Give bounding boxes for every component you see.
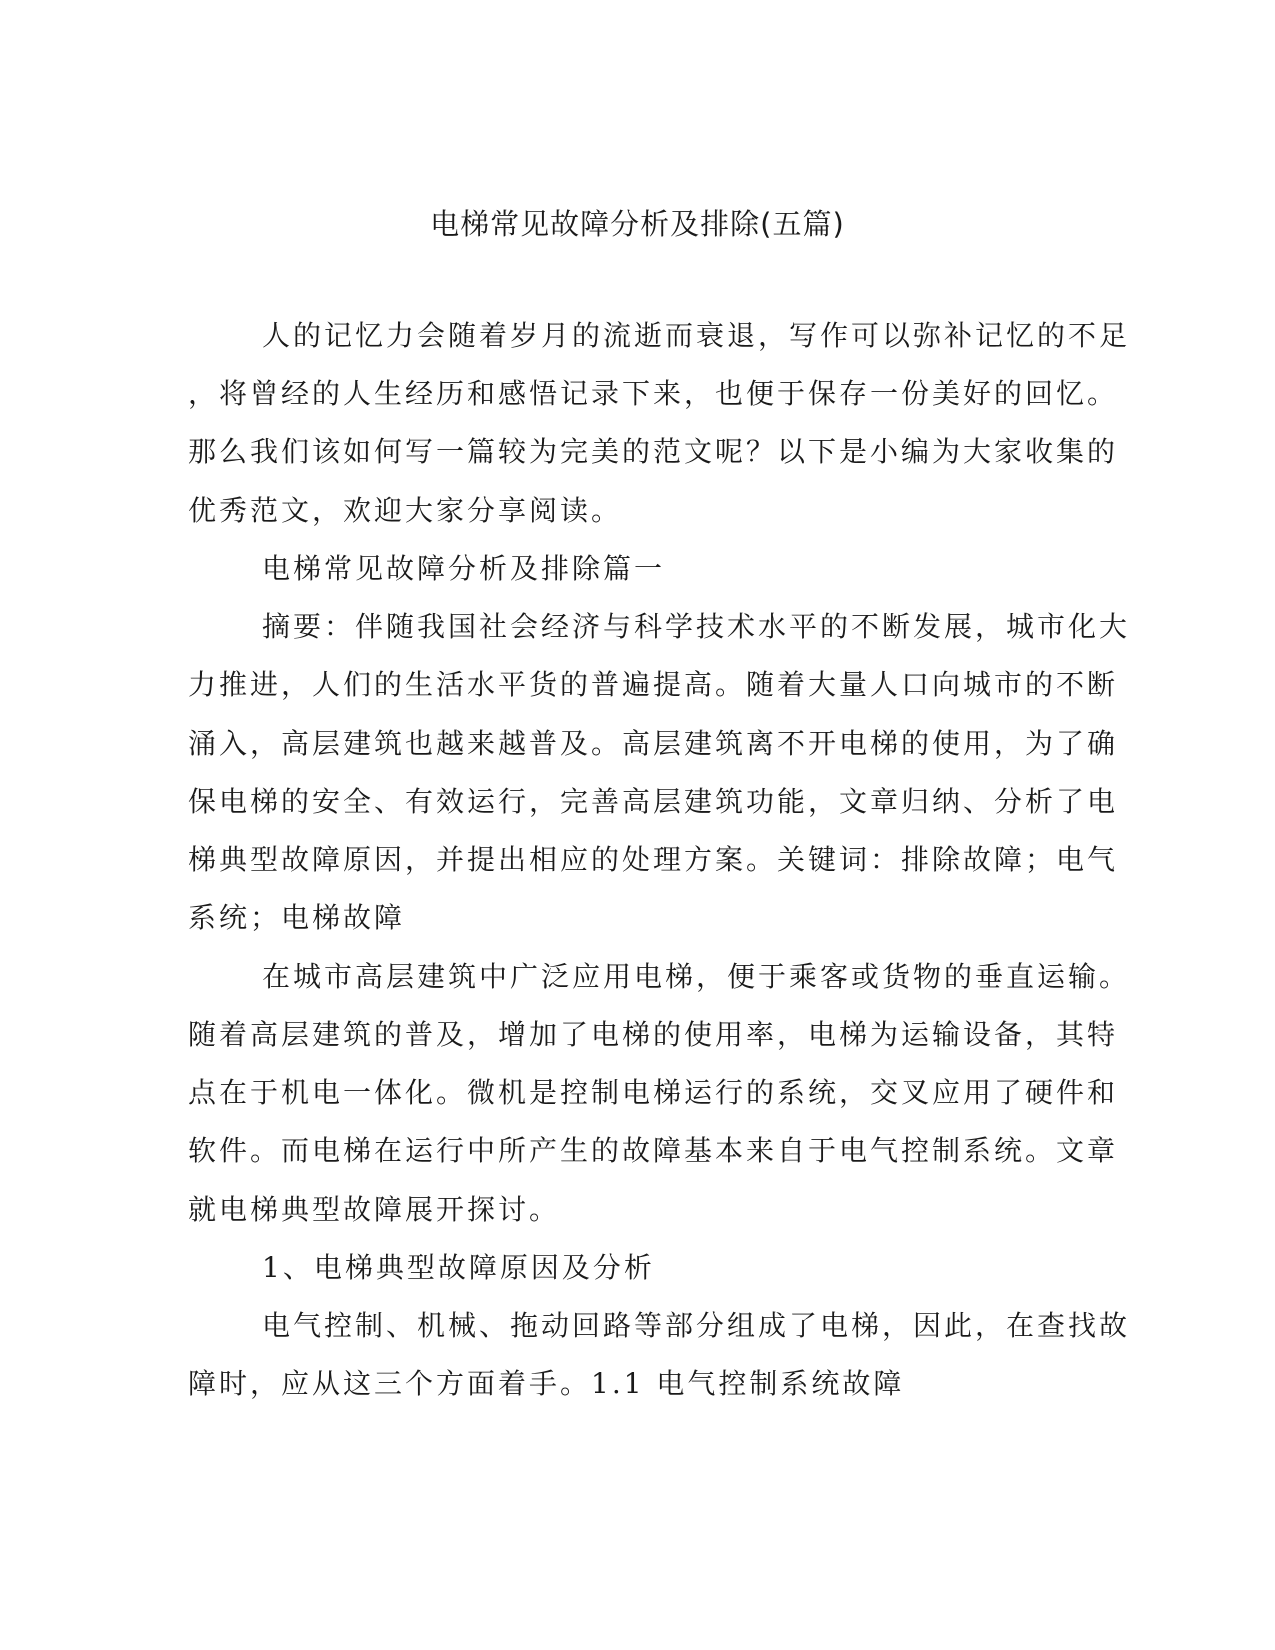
body-line: 随着高层建筑的普及，增加了电梯的使用率，电梯为运输设备，其特	[188, 1018, 1119, 1051]
body-line: 优秀范文，欢迎大家分享阅读。	[188, 494, 623, 527]
body-line: 那么我们该如何写一篇较为完美的范文呢？以下是小编为大家收集的	[188, 435, 1119, 468]
body-line: 保电梯的安全、有效运行，完善高层建筑功能，文章归纳、分析了电	[188, 785, 1119, 818]
document-title: 电梯常见故障分析及排除(五篇)	[430, 207, 845, 241]
body-line: 人的记忆力会随着岁月的流逝而衰退，写作可以弥补记忆的不足	[262, 319, 1131, 352]
body-line: 点在于机电一体化。微机是控制电梯运行的系统，交叉应用了硬件和	[188, 1076, 1119, 1109]
body-line: 力推进，人们的生活水平货的普遍提高。随着大量人口向城市的不断	[188, 668, 1119, 701]
section-heading: 1、电梯典型故障原因及分析	[262, 1251, 655, 1284]
body-line: 系统；电梯故障	[188, 901, 406, 934]
body-line: 就电梯典型故障展开探讨。	[188, 1193, 561, 1226]
body-line: 涌入，高层建筑也越来越普及。高层建筑离不开电梯的使用，为了确	[188, 727, 1119, 760]
section-heading: 电梯常见故障分析及排除篇一	[262, 552, 666, 585]
body-line: 梯典型故障原因，并提出相应的处理方案。关键词：排除故障；电气	[188, 843, 1119, 876]
body-line: ，将曾经的人生经历和感悟记录下来，也便于保存一份美好的回忆。	[188, 377, 1119, 410]
body-line: 在城市高层建筑中广泛应用电梯，便于乘客或货物的垂直运输。	[262, 960, 1131, 993]
body-line: 摘要：伴随我国社会经济与科学技术水平的不断发展，城市化大	[262, 610, 1131, 643]
body-line: 软件。而电梯在运行中所产生的故障基本来自于电气控制系统。文章	[188, 1134, 1119, 1167]
body-line: 电气控制、机械、拖动回路等部分组成了电梯，因此，在查找故	[262, 1309, 1131, 1342]
body-line: 障时，应从这三个方面着手。1.1 电气控制系统故障	[188, 1367, 905, 1400]
